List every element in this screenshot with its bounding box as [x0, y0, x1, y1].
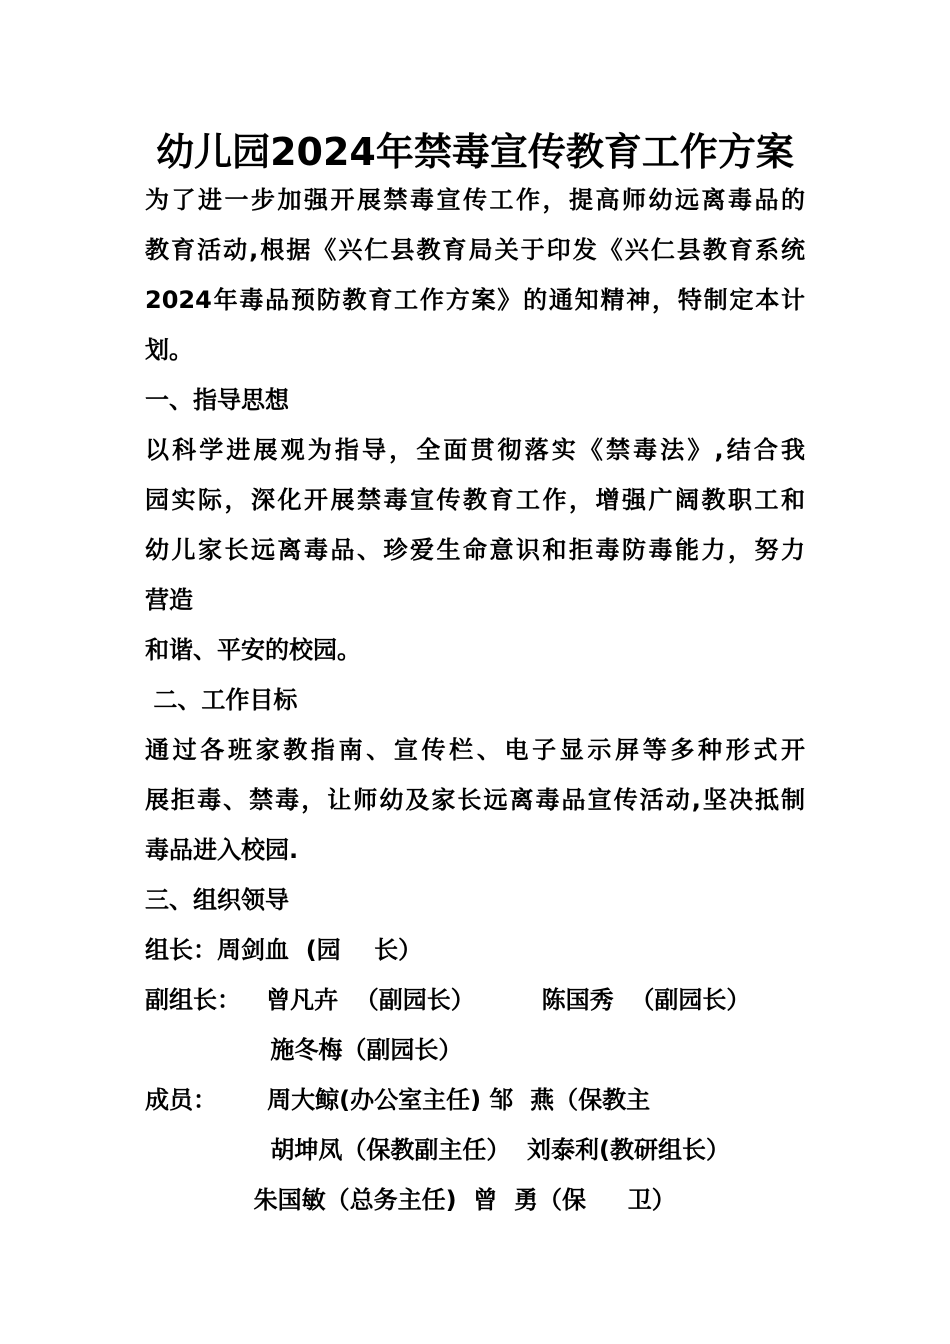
section-1-line-5: 和谐、平安的校园。 — [145, 636, 361, 664]
section-2-line-2: 展拒毒、禁毒，让师幼及家长远离毒品宣传活动,坚决抵制 — [145, 786, 805, 814]
intro-line-4: 划。 — [145, 336, 193, 364]
section-1-heading: 一、指导思想 — [145, 386, 289, 414]
deputy-leader-line-2: 施冬梅（副园长） — [145, 1036, 463, 1064]
members-line-1: 成员： 周大鲸(办公室主任) 邹 燕（保教主 — [145, 1086, 651, 1114]
intro-line-2: 教育活动,根据《兴仁县教育局关于印发《兴仁县教育系统 — [145, 236, 805, 264]
section-2-heading: 二、工作目标 — [145, 686, 298, 714]
deputy-leader-line: 副组长： 曾凡卉 （副园长） 陈国秀 （副园长） — [145, 986, 751, 1014]
intro-line-3: 2024年毒品预防教育工作方案》的通知精神，特制定本计 — [145, 286, 805, 314]
section-3-heading: 三、组织领导 — [145, 886, 289, 914]
section-2-line-1: 通过各班家教指南、宣传栏、电子显示屏等多种形式开 — [145, 736, 805, 764]
members-line-2: 胡坤凤（保教副主任） 刘泰利(教研组长） — [145, 1136, 731, 1164]
section-1-line-1: 以科学进展观为指导，全面贯彻落实《禁毒法》,结合我 — [145, 436, 805, 464]
section-1-line-4: 营造 — [145, 586, 193, 614]
document-title: 幼儿园2024年禁毒宣传教育工作方案 — [156, 130, 794, 174]
section-1-line-2: 园实际，深化开展禁毒宣传教育工作，增强广阔教职工和 — [145, 486, 805, 514]
section-1-line-3: 幼儿家长远离毒品、珍爱生命意识和拒毒防毒能力，努力 — [145, 536, 805, 564]
leader-line: 组长：周剑血 (园 长） — [145, 936, 423, 964]
intro-line-1: 为了进一步加强开展禁毒宣传工作，提高师幼远离毒品的 — [145, 186, 805, 214]
section-2-line-3: 毒品进入校园. — [145, 836, 299, 864]
members-line-3: 朱国敏（总务主任) 曾 勇（保 卫） — [145, 1186, 676, 1214]
